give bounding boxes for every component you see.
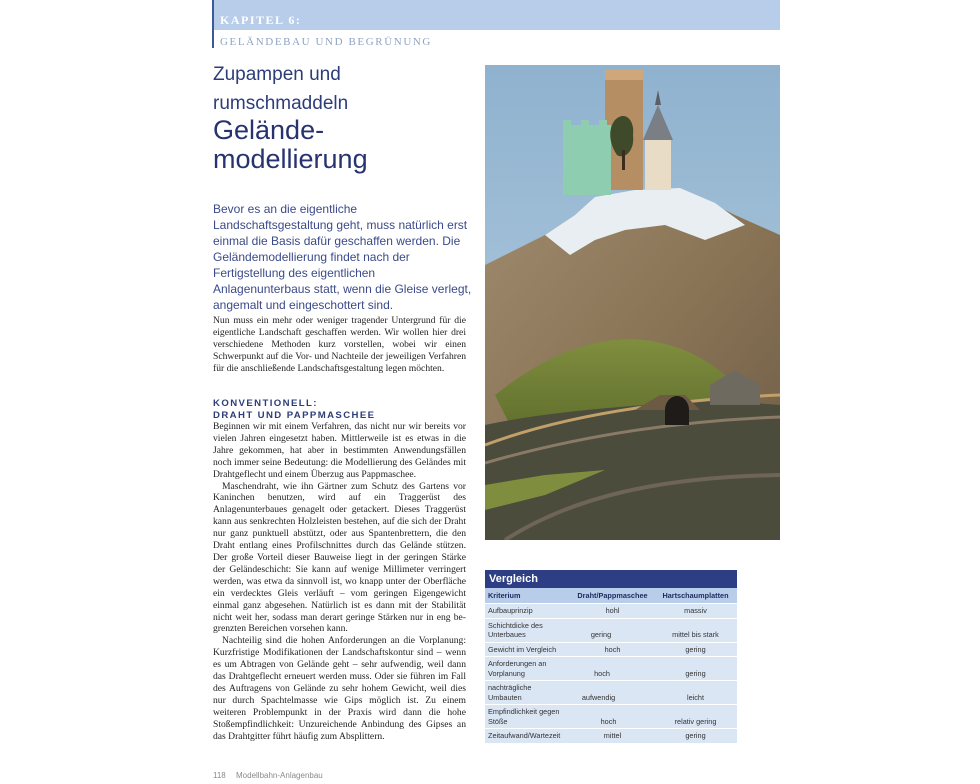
table-cell: gering: [685, 644, 706, 654]
table-title: Vergleich: [485, 570, 737, 588]
table-cell: mittel: [603, 731, 622, 740]
table-cell: aufwendig: [581, 692, 616, 702]
table-cell: Aufbauprinzip: [488, 606, 533, 615]
publication-title: Modellbahn-Anlagenbau: [236, 771, 323, 780]
table-cell: Gewicht im Vergleich: [488, 644, 557, 654]
table-row: [485, 657, 737, 681]
table-row: [485, 681, 737, 705]
table-cell: mittel bis stark: [672, 630, 719, 639]
table-row: [485, 619, 737, 643]
table-row: [485, 729, 737, 744]
section-heading-line-1: KONVENTIONELL:: [213, 398, 318, 409]
table-header-row: [485, 588, 737, 604]
table-cell: Empfindlichkeit gegen Stöße: [488, 707, 560, 726]
table-cell: hoch: [594, 668, 610, 678]
page-number: 118: [213, 771, 226, 780]
column-header-draht: Draht/Pappmaschee: [577, 591, 648, 600]
column-header-kriterium: Kriterium: [488, 591, 521, 600]
table-row: [485, 604, 737, 619]
table-cell: gering: [685, 668, 706, 678]
chapter-title: GELÄNDEBAU UND BEGRÜNUNG: [220, 36, 432, 48]
body-text: [213, 421, 466, 742]
section-heading-line-2: DRAHT UND PAPPMASCHEE: [213, 409, 376, 421]
table-cell: hoch: [604, 644, 621, 654]
body-paragraph-2: Maschendraht, wie ihn Gärtner zum Schutz des Gartens vor Kaninchen benutzen, wird auf ein Traggerüst des Anlagenunterbaues genagelt oder getackert. Dieses Traggerüst kann aus senkrechten Holzleisten bestehen, auf die sich der Draht nur ganz punktuell abstützt, oder aus Spantenbrettern, die den Draht entlang eines Profilschnittes durch das Gelände stützen. Der große Vorteil dieser Bauweise liegt in der geringen Stärke der Geländeschicht: Sie kann auf wenige Millimeter verringert werden, was etwa da sinnvoll ist, wo knapp unter der Oberfläche ein verdecktes Gleis verläuft – vom geringen Eigengewicht einmal ganz abgesehen. Natürlich ist es dann mit der Stabilität nicht weit her, sodass man derart geringe Stärken nur in eng be-grenzten Bereichen vorsehen kann.: [213, 480, 466, 635]
column-header-hartschaum: Hartschaumplatten: [662, 591, 729, 600]
table-cell: hoch: [600, 716, 617, 726]
chapter-number: KAPITEL 6:: [220, 13, 302, 27]
table-cell: gering: [590, 630, 612, 639]
table-cell: Zeitaufwand/Wartezeit: [488, 731, 561, 740]
article-title: Gelände-modellierung: [213, 115, 368, 174]
table-cell: nachträgliche Umbauten: [488, 683, 532, 702]
body-paragraph-3: Nachteilig sind die hohen Anforderungen an die Vorplanung: Kurzfristige Modifikationen der Landschaftskontur sind – wenn es um Abtragen von Gelände geht – sehr aufwendig, weil dann das Drahtgeflecht erneuert werden muss. Oder sie führen im Fall des Auftragens von Gelände zu sehr hohem Gewicht, weil dies nur durch Spachtelmasse wie Gips möglich ist. Zu einem weiteren Problempunkt in der Praxis wird dann die hohe Stoßempfindlichkeit: Unzureichende Anbindung des Gipses an das Drahtgitter führt häufig zum Absplittern.: [213, 635, 466, 742]
chapter-rule: [212, 0, 214, 48]
table-row: [485, 705, 737, 729]
table-cell: leicht: [686, 692, 705, 702]
intro-paragraph: [213, 315, 466, 375]
article-lead: Bevor es an die eigentliche Landschaftsgestaltung geht, muss natürlich erst einmal die Basis dafür geschaffen werden. Die Geländemodellierung findet nach der Fertigstellung des eigentlichen Anlagenunterbaus statt, wenn die Gleise verlegt, angemalt und eingeschottert sind.: [213, 202, 472, 312]
table-cell: gering: [685, 731, 706, 740]
table-row: [485, 643, 737, 658]
body-paragraph-1: Beginnen wir mit einem Verfahren, das nicht nur wir bereits vor vielen Jahren eingesetzt haben. Mittlerweile ist es etwas in die Jahre gekommen, hat aber in bestimmten Anwendungsfällen noch immer seine Bedeutung: die Modellierung des Geländes mit Drahtgeflecht und einem Überzug aus Pappmaschee.: [213, 421, 466, 480]
comparison-table: [485, 570, 737, 744]
table-cell: hohl: [605, 606, 620, 615]
page-footer: [213, 771, 323, 780]
table-cell: Schichtdicke des Unterbaues: [488, 620, 543, 639]
intro-text: Nun muss ein mehr oder weniger tragender Untergrund für die eigentliche Landschaft geschaffen werden. Wir wollen hier drei verschiedene Methoden kurz vorstellen, wobei wir einen Schwerpunkt auf die Vor- und Nachteile der jeweiligen Verfahren für die anschließende Landschaftsgestaltung legen möchten.: [213, 315, 466, 374]
article-kicker: Zupampen und rumschmaddeln: [213, 64, 349, 114]
table-cell: relativ gering: [674, 716, 717, 726]
layout-photo: [485, 65, 780, 540]
table-cell: Anforderungen an Vorplanung: [488, 659, 547, 678]
section-heading: [213, 398, 473, 421]
table-cell: massiv: [684, 606, 707, 615]
